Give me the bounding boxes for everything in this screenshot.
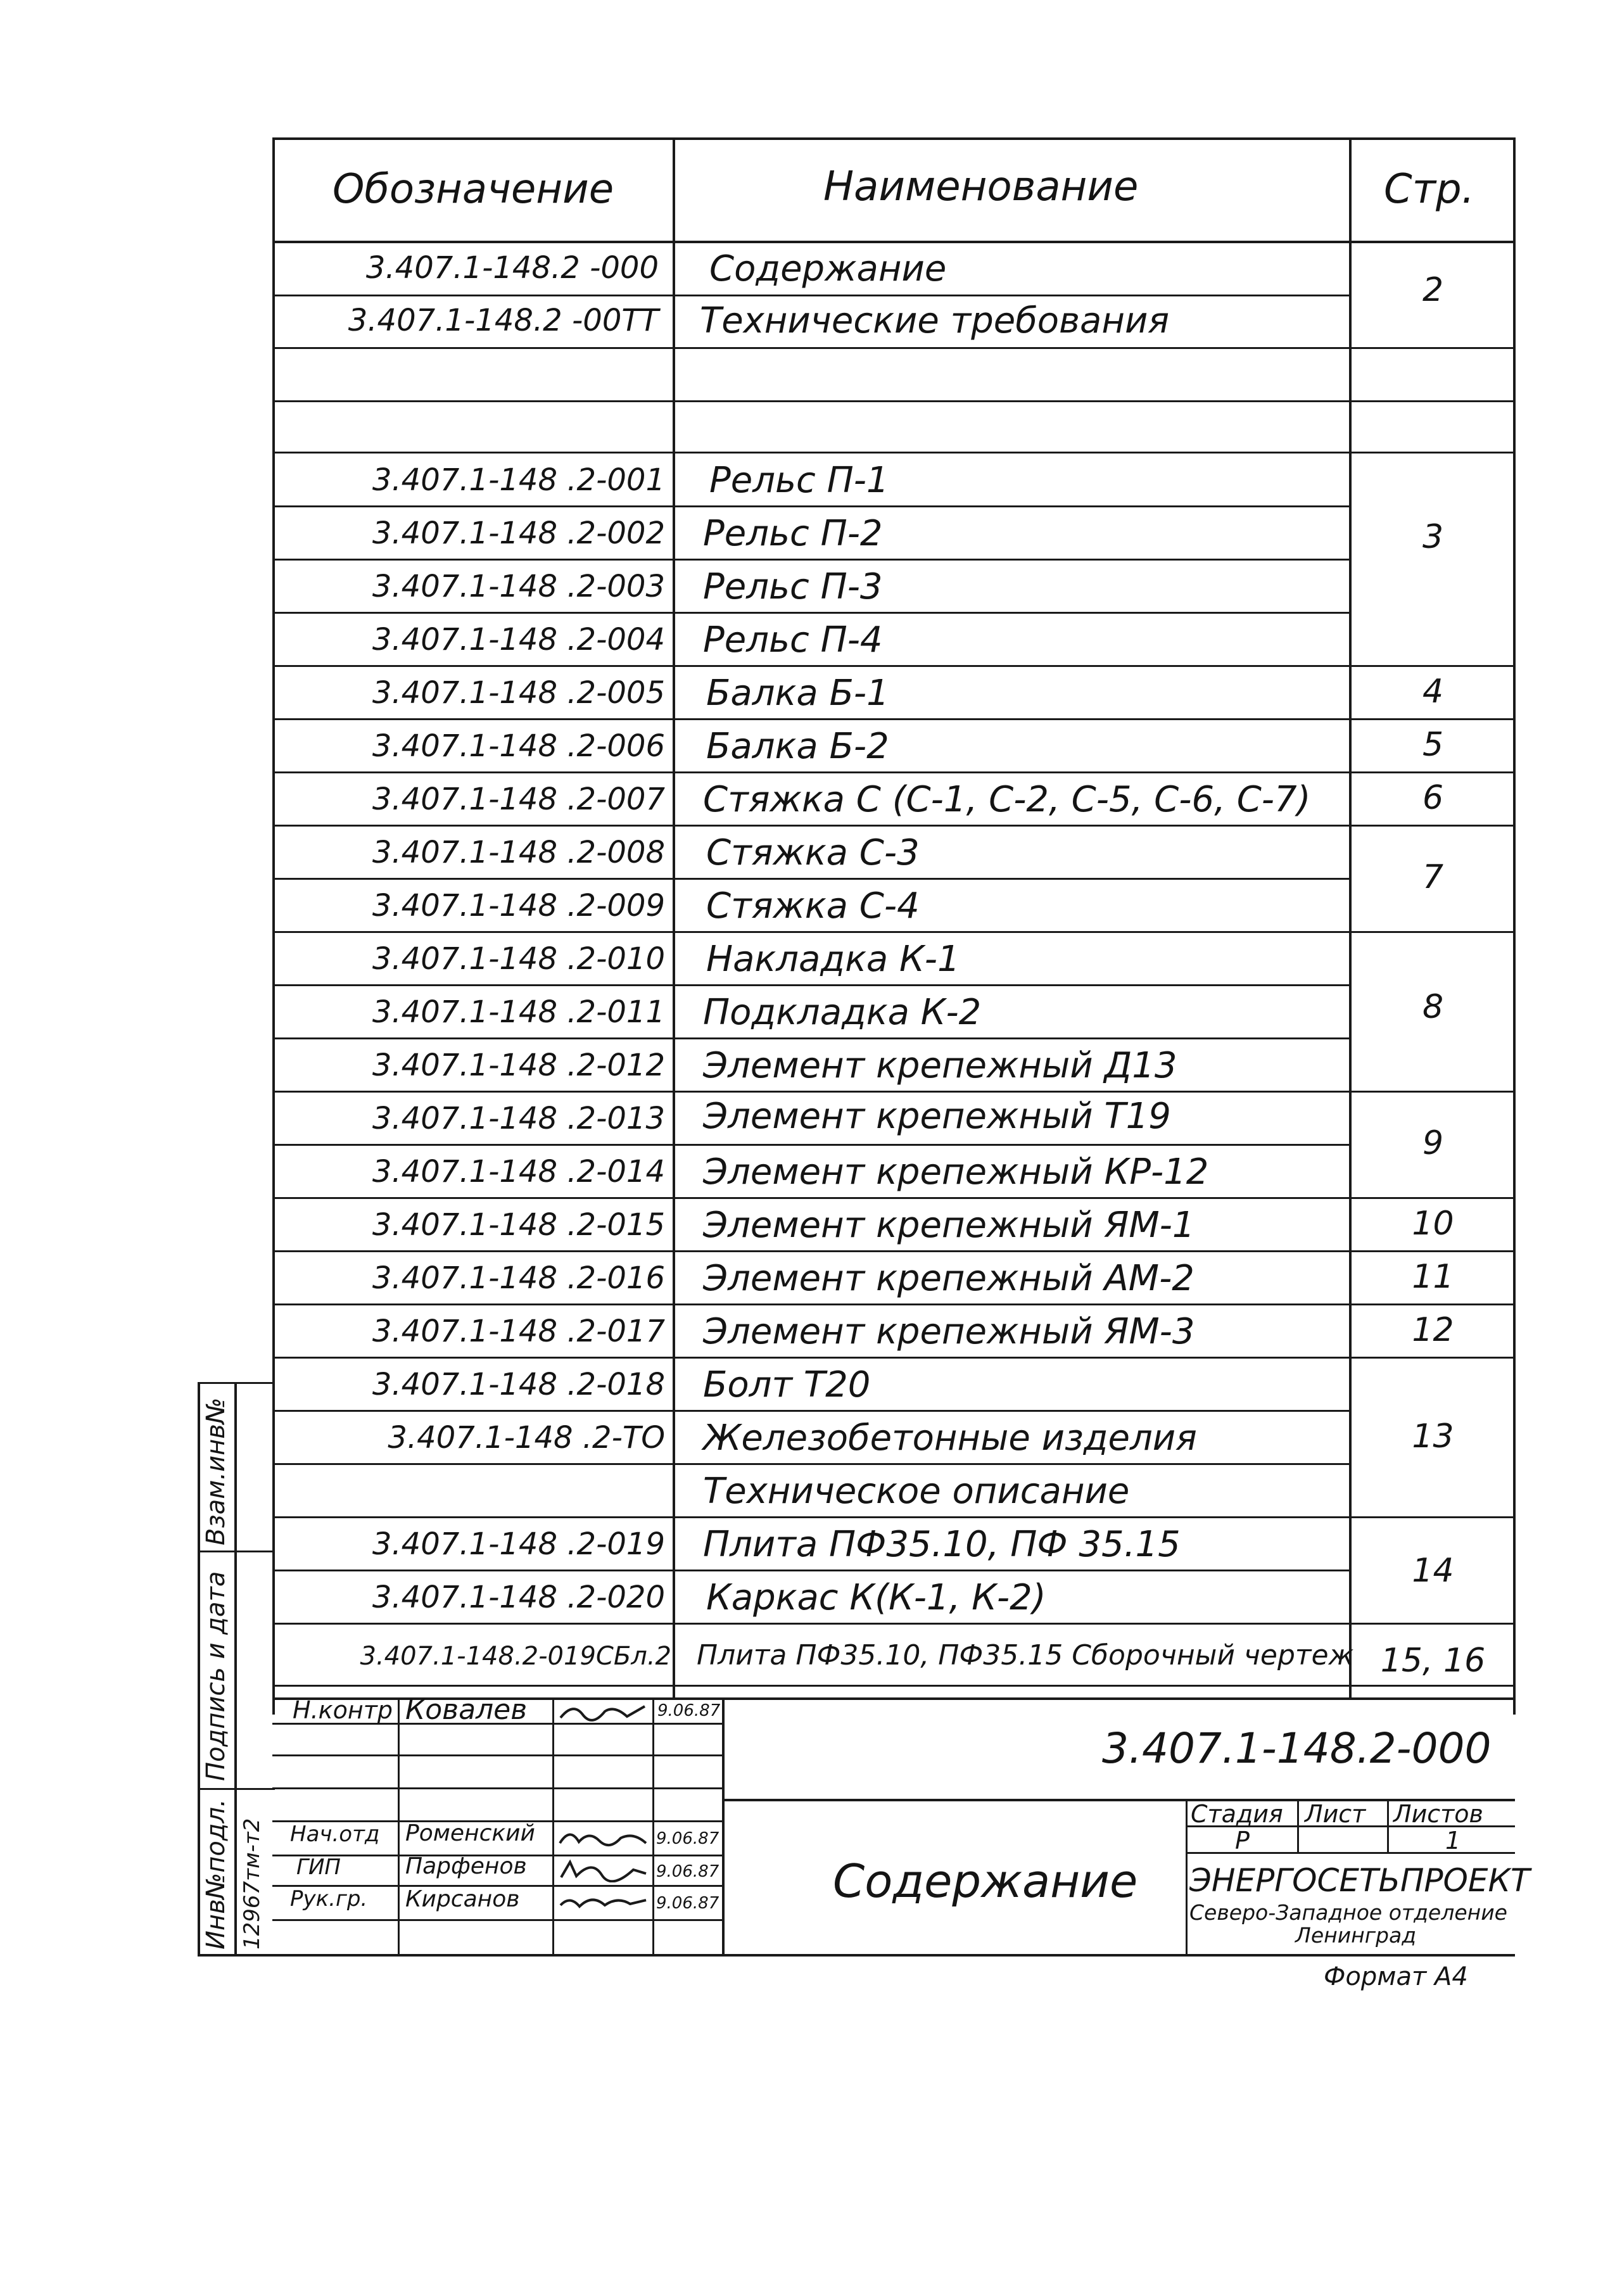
tb-doc-code: 3.407.1-148.2-000: [1102, 1724, 1492, 1773]
tb-gip-name: Парфенов: [405, 1853, 527, 1879]
side-strip-top: [198, 1382, 275, 1384]
row-designation: 3.407.1-148 .2-005: [372, 675, 665, 711]
row-line: [272, 1357, 1515, 1359]
row-designation: 3.407.1-148 .2-009: [372, 888, 665, 923]
row-designation: 3.407.1-148 .2-013: [372, 1101, 665, 1136]
row-designation: 3.407.1-148 .2-002: [372, 516, 665, 551]
row-name: Болт Т20: [703, 1364, 871, 1405]
row-designation: 3.407.1-148 .2-003: [372, 569, 665, 604]
row-line: [272, 295, 1349, 296]
row-designation: 3.407.1-148 .2-001: [372, 462, 665, 498]
tb-stage-label: Стадия: [1191, 1800, 1283, 1828]
format-label: Формат А4: [1324, 1962, 1468, 1991]
signature-ruk: [557, 1889, 649, 1914]
tb-n-kontr-name: Ковалев: [405, 1694, 528, 1726]
tb-left-col1: [398, 1697, 400, 1956]
page-number: 13: [1412, 1418, 1454, 1456]
col-divider-2: [1349, 137, 1352, 1699]
row-name: Каркас К(К-1, К-2): [706, 1577, 1046, 1618]
row-designation: 3.407.1-148 .2-007: [372, 782, 665, 817]
row-name: Элемент крепежный ЯМ-1: [703, 1205, 1195, 1246]
row-line: [272, 1516, 1515, 1518]
tb-sheets-value: 1: [1445, 1827, 1461, 1855]
tb-nach-otd-label: Нач.отд: [290, 1822, 380, 1847]
signature-nach: [557, 1824, 649, 1849]
row-name: Рельс П-2: [703, 513, 883, 554]
row-name: Подкладка К-2: [703, 992, 982, 1033]
row-line: [272, 1091, 1515, 1093]
row-name: Плита ПФ35.10, ПФ 35.15: [703, 1524, 1181, 1565]
tb-ruk-gr-date: 9.06.87: [656, 1894, 719, 1913]
tb-nach-otd-date: 9.06.87: [656, 1829, 719, 1848]
tb-row: [272, 1754, 722, 1756]
tb-ruk-gr-label: Рук.гр.: [290, 1886, 368, 1912]
page-number: 14: [1412, 1552, 1454, 1590]
page-number: 3: [1422, 518, 1444, 556]
row-line: [272, 559, 1349, 561]
tb-row: [272, 1787, 722, 1789]
row-name: Стяжка С-4: [706, 885, 920, 927]
row-line: [272, 825, 1515, 827]
row-line: [272, 1685, 1515, 1687]
row-line: [272, 1144, 1349, 1146]
tb-left-col4: [722, 1697, 725, 1956]
page-number: 4: [1422, 673, 1444, 711]
side-strip-mid: [234, 1382, 237, 1956]
row-designation: 3.407.1-148.2 -00ТТ: [348, 303, 659, 338]
frame-right: [1513, 137, 1516, 1715]
header-bottom: [272, 241, 1515, 243]
side-strip-div: [198, 1788, 275, 1790]
signature-kontr: [557, 1699, 649, 1723]
tb-nach-otd-name: Роменский: [405, 1820, 535, 1846]
tb-left-col2: [552, 1697, 554, 1956]
row-designation: 3.407.1-148 .2-016: [372, 1260, 665, 1296]
row-name: Рельс П-4: [703, 619, 883, 661]
tb-left-col3: [652, 1697, 654, 1956]
row-designation: 3.407.1-148 .2-018: [372, 1367, 665, 1402]
tb-gip-label: ГИП: [296, 1855, 341, 1880]
row-designation: 3.407.1-148.2 -000: [365, 250, 659, 286]
row-name: Железобетонные изделия: [703, 1418, 1197, 1459]
row-line: [272, 878, 1349, 880]
page-number: 6: [1422, 779, 1444, 817]
tb-ruk-gr-name: Кирсанов: [405, 1886, 520, 1912]
row-designation: 3.407.1-148 .2-017: [372, 1314, 665, 1349]
row-name: Элемент крепежный Т19: [703, 1096, 1171, 1137]
side-label-inv-no: 12967тм-т2: [239, 1818, 265, 1950]
row-line: [272, 1303, 1515, 1305]
tb-row: [272, 1919, 722, 1921]
tb-stage-value: Р: [1235, 1827, 1250, 1855]
header-page: Стр.: [1384, 166, 1474, 213]
side-label-inv-podl: Инв№подл.: [201, 1799, 231, 1950]
row-line: [272, 931, 1515, 933]
page-number: 9: [1422, 1124, 1444, 1162]
row-designation: 3.407.1-148.2-019СБл.2: [360, 1642, 671, 1671]
tb-n-kontr-date: 9.06.87: [657, 1701, 721, 1720]
row-line: [272, 771, 1515, 773]
page-number: 7: [1422, 858, 1444, 896]
row-name: Стяжка С (С-1, С-2, С-5, С-6, С-7): [703, 779, 1311, 820]
page-number: 15, 16: [1380, 1642, 1486, 1680]
row-designation: 3.407.1-148 .2-010: [372, 941, 665, 977]
row-designation: 3.407.1-148 .2-006: [372, 728, 665, 764]
row-name: Техническое описание: [703, 1471, 1130, 1512]
header-name: Наименование: [823, 163, 1139, 210]
row-line: [272, 1250, 1515, 1252]
row-designation: 3.407.1-148 .2-014: [372, 1154, 665, 1189]
side-label-vzam: Взам.инв№: [201, 1397, 231, 1545]
row-line: [272, 505, 1349, 507]
frame-left: [272, 137, 275, 1715]
tb-sheet-label: Лист: [1305, 1800, 1366, 1828]
row-designation: 3.407.1-148 .2-004: [372, 622, 665, 657]
row-name: Элемент крепежный ЯМ-3: [703, 1311, 1195, 1352]
row-designation: 3.407.1-148 .2-015: [372, 1207, 665, 1243]
page-number: 11: [1412, 1258, 1454, 1296]
row-designation: 3.407.1-148 .2-ТО: [388, 1420, 665, 1456]
row-line: [272, 400, 1515, 402]
row-name: Содержание: [709, 248, 947, 289]
side-strip-bottom: [198, 1954, 1515, 1957]
row-name: Накладка К-1: [706, 939, 960, 980]
tb-n-kontr-label: Н.контр: [293, 1696, 393, 1724]
tb-gip-date: 9.06.87: [656, 1862, 719, 1881]
row-line: [272, 612, 1349, 614]
tb-org-name: ЭНЕРГОСЕТЬПРОЕКТ: [1189, 1862, 1530, 1899]
tb-stage-left: [1186, 1799, 1188, 1956]
header-designation: Обозначение: [333, 166, 614, 213]
row-designation: 3.407.1-148 .2-020: [372, 1580, 665, 1615]
row-line: [272, 984, 1349, 986]
row-name: Рельс П-1: [709, 460, 889, 501]
row-line: [272, 347, 1515, 349]
row-name: Рельс П-3: [703, 566, 883, 607]
row-line: [272, 1463, 1349, 1465]
page-number: 2: [1422, 271, 1444, 309]
row-designation: 3.407.1-148 .2-008: [372, 835, 665, 870]
page-number: 12: [1412, 1311, 1454, 1349]
tb-sheets-label: Листов: [1393, 1800, 1483, 1828]
tb-org-city: Ленинград: [1295, 1923, 1417, 1948]
page-number: 5: [1422, 726, 1444, 764]
page-number: 10: [1412, 1205, 1454, 1243]
row-line: [272, 1623, 1515, 1625]
side-strip-div: [198, 1551, 275, 1552]
side-label-podpis: Подпись и дата: [201, 1571, 231, 1781]
tb-org-branch: Северо-Западное отделение: [1189, 1900, 1507, 1925]
row-designation: 3.407.1-148 .2-019: [372, 1526, 665, 1562]
page-number: 8: [1422, 988, 1444, 1026]
row-line: [272, 1037, 1349, 1039]
row-name: Элемент крепежный Д13: [703, 1045, 1177, 1086]
row-name: Элемент крепежный КР-12: [703, 1151, 1209, 1193]
row-designation: 3.407.1-148 .2-012: [372, 1048, 665, 1083]
tb-title: Содержание: [833, 1855, 1138, 1908]
row-name: Технические требования: [700, 300, 1170, 341]
row-name: Балка Б-2: [706, 726, 889, 767]
row-line: [272, 452, 1515, 453]
row-name: Балка Б-1: [706, 673, 889, 714]
row-name: Плита ПФ35.10, ПФ35.15 Сборочный чертеж: [697, 1639, 1354, 1671]
row-line: [272, 1570, 1349, 1571]
row-designation: 3.407.1-148 .2-011: [372, 994, 665, 1030]
row-name: Элемент крепежный АМ-2: [703, 1258, 1194, 1299]
row-line: [272, 718, 1515, 720]
row-name: Стяжка С-3: [706, 832, 920, 873]
row-line: [272, 1410, 1349, 1412]
side-strip-outer: [198, 1382, 200, 1956]
row-line: [272, 665, 1515, 667]
signature-gip: [557, 1857, 649, 1882]
row-line: [272, 1197, 1515, 1199]
frame-top: [272, 137, 1515, 140]
